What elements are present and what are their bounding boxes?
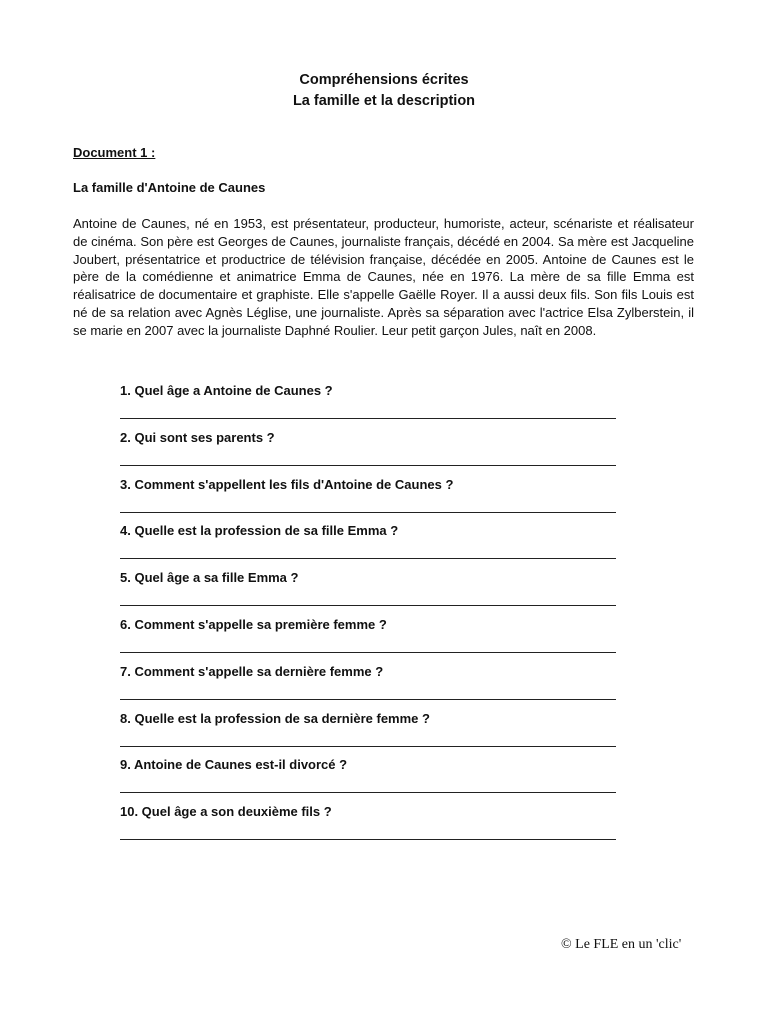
question-text: 3. Comment s'appellent les fils d'Antoine de Caunes ? (120, 476, 454, 492)
answer-line[interactable] (120, 792, 616, 793)
answer-line[interactable] (120, 465, 616, 466)
question-list (120, 381, 616, 849)
question-text: 10. Quel âge a son deuxième fils ? (120, 804, 332, 820)
question-text: 1. Quel âge a Antoine de Caunes ? (120, 383, 333, 398)
question-item (120, 709, 616, 756)
question-item (120, 521, 616, 568)
answer-line[interactable] (120, 512, 616, 513)
answer-line[interactable] (120, 746, 616, 747)
answer-line[interactable] (120, 558, 616, 559)
text-title: La famille d'Antoine de Caunes (73, 180, 266, 195)
question-item (120, 568, 616, 615)
question-item (120, 381, 616, 428)
answer-line[interactable] (120, 699, 616, 700)
question-item (120, 475, 616, 522)
answer-line[interactable] (120, 418, 616, 419)
title-line-2: La famille et la description (292, 93, 476, 109)
question-text: 8. Quelle est la profession de sa dernière femme ? (120, 710, 430, 726)
title-line-1: Compréhensions écrites (299, 72, 469, 88)
question-text: 5. Quel âge a sa fille Emma ? (120, 570, 299, 586)
question-text: 2. Qui sont ses parents ? (120, 429, 275, 445)
answer-line[interactable] (120, 652, 616, 653)
copyright-footer: © Le FLE en un 'clic' (561, 937, 682, 952)
question-item (120, 802, 616, 849)
question-item (120, 428, 616, 475)
question-text: 4. Quelle est la profession de sa fille Emma ? (120, 523, 399, 539)
page-title (0, 70, 768, 112)
document-label: Document 1 : (73, 145, 156, 160)
question-item (120, 755, 616, 802)
question-text: 6. Comment s'appelle sa première femme ? (120, 616, 387, 632)
question-item (120, 615, 616, 662)
question-item (120, 662, 616, 709)
answer-line[interactable] (120, 605, 616, 606)
question-text: 9. Antoine de Caunes est-il divorcé ? (120, 757, 348, 773)
question-text: 7. Comment s'appelle sa dernière femme ? (120, 663, 384, 679)
reading-paragraph: Antoine de Caunes, né en 1953, est présentateur, producteur, humoriste, acteur, scénariste et réalisateur de cinéma. Son père est Georges de Caunes, journaliste français, décédé en 2004. Sa mère est Jacqueline Joubert, présentatrice et productrice de télévision française, décédée en 2005. Antoine de Caunes est le père de la comédienne et animatrice Emma de Caunes, née en 1976. La mère de sa fille Emma est réalisatrice de documentaire et graphiste. Elle s'appelle Gaëlle Royer. Il a aussi deux fils. Son fils Louis est né de sa relation avec Agnès Léglise, une journaliste. Après sa séparation avec l'actrice Elsa Zylberstein, il se marie en 2007 avec la journaliste Daphné Roulier. Leur petit garçon Jules, naît en 2008. (73, 216, 694, 338)
answer-line[interactable] (120, 839, 616, 840)
